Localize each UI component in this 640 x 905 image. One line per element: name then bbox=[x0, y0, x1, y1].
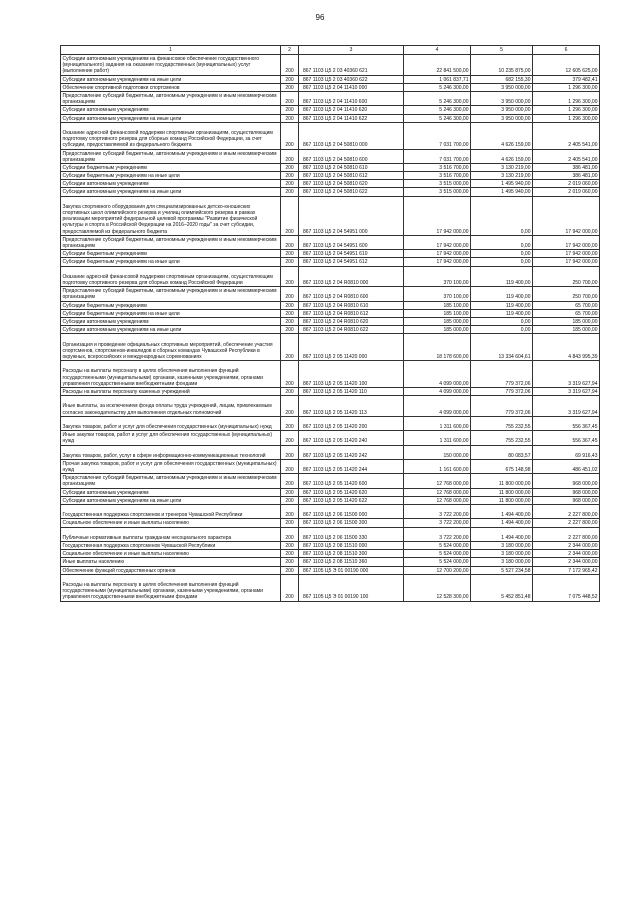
row-unexecuted: 556 367,45 bbox=[533, 431, 600, 445]
row-name: Закупка товаров, работ и услуг для обеспечения государственных (муниципальных) нужд bbox=[61, 416, 281, 430]
row-unexecuted: 968 000,00 bbox=[533, 488, 600, 496]
table-row bbox=[61, 180, 600, 188]
row-line-code: 200 bbox=[281, 550, 299, 558]
row-approved: 5 524 000,00 bbox=[404, 550, 471, 558]
row-unexecuted: 185 000,00 bbox=[533, 326, 600, 334]
row-line-code: 200 bbox=[281, 172, 299, 180]
row-line-code: 200 bbox=[281, 416, 299, 430]
row-line-code: 200 bbox=[281, 474, 299, 488]
row-unexecuted: 486 451,02 bbox=[533, 459, 600, 473]
row-budget-code: 867 1103 Ц5 2 06 11500 330 bbox=[299, 527, 404, 541]
row-name: Расходы на выплаты персоналу в целях обеспечения выполнения функций государственными (муниципальными) органами, казенными учреждениями, органами управления государственными внебюджетными фондами bbox=[61, 574, 281, 601]
table-row bbox=[61, 396, 600, 417]
row-name: Предоставление субсидий бюджетным, автономным учреждениям и иным некоммерческим организациям bbox=[61, 474, 281, 488]
row-executed: 119 400,00 bbox=[471, 301, 533, 309]
row-name: Предоставление субсидий бюджетным, автономным учреждениям и иным некоммерческим организациям bbox=[61, 235, 281, 249]
table-row bbox=[61, 114, 600, 122]
row-unexecuted: 69 916,43 bbox=[533, 445, 600, 459]
row-approved: 1 311 600,00 bbox=[404, 416, 471, 430]
row-budget-code: 867 1103 Ц5 2 05 11420 240 bbox=[299, 431, 404, 445]
row-executed: 3 130 219,00 bbox=[471, 163, 533, 171]
row-line-code: 200 bbox=[281, 235, 299, 249]
row-name: Закупка спортивного оборудования для специализированных детско-юношеских спортивных школ олимпийского резерва и училищ олимпийского резерва в рамках реализации мероприятий федеральной целевой программы "Развитие физической культуры и спорта в Российской Федерации на 2016–2020 годы" за счет субсидии, предоставляемой из федерального бюджета bbox=[61, 196, 281, 235]
row-line-code: 200 bbox=[281, 488, 299, 496]
row-executed: 1 494 400,00 bbox=[471, 519, 533, 527]
row-line-code: 200 bbox=[281, 361, 299, 388]
row-executed: 3 950 000,00 bbox=[471, 114, 533, 122]
row-budget-code: 867 1103 Ц5 2 03 40360 621 bbox=[299, 55, 404, 76]
row-executed: 5 527 234,58 bbox=[471, 566, 533, 574]
header-cell-5: 5 bbox=[471, 46, 533, 55]
row-unexecuted: 2 019 060,00 bbox=[533, 188, 600, 196]
row-name: Государственная поддержка спортсменов и тренеров Чувашской Республики bbox=[61, 505, 281, 519]
table-row bbox=[61, 496, 600, 504]
row-budget-code: 867 1103 Ц5 2 04 R0810 620 bbox=[299, 317, 404, 325]
row-executed: 3 180 000,00 bbox=[471, 558, 533, 566]
page-number: 96 bbox=[315, 13, 325, 22]
row-unexecuted: 65 700,00 bbox=[533, 309, 600, 317]
row-unexecuted: 2 405 541,00 bbox=[533, 149, 600, 163]
row-line-code: 200 bbox=[281, 301, 299, 309]
row-line-code: 200 bbox=[281, 163, 299, 171]
table-row bbox=[61, 505, 600, 519]
row-approved: 12 768 000,00 bbox=[404, 496, 471, 504]
row-approved: 17 942 000,00 bbox=[404, 250, 471, 258]
row-executed: 0,00 bbox=[471, 317, 533, 325]
row-budget-code: 867 1103 Ц5 2 04 54951 612 bbox=[299, 258, 404, 266]
row-executed: 119 400,00 bbox=[471, 309, 533, 317]
row-name: Субсидии автономным учреждениям bbox=[61, 317, 281, 325]
table-row bbox=[61, 488, 600, 496]
row-approved: 5 246 300,00 bbox=[404, 114, 471, 122]
header-cell-3: 3 bbox=[299, 46, 404, 55]
row-approved: 3 722 200,00 bbox=[404, 527, 471, 541]
row-line-code: 200 bbox=[281, 519, 299, 527]
row-unexecuted: 1 296 300,00 bbox=[533, 91, 600, 105]
row-unexecuted: 65 700,00 bbox=[533, 301, 600, 309]
row-executed: 0,00 bbox=[471, 235, 533, 249]
row-line-code: 200 bbox=[281, 396, 299, 417]
row-name: Субсидии автономным учреждениям bbox=[61, 488, 281, 496]
row-budget-code: 867 1103 Ц5 2 05 11420 000 bbox=[299, 334, 404, 361]
row-name: Субсидии бюджетным учреждениям bbox=[61, 301, 281, 309]
table-row bbox=[61, 416, 600, 430]
table-row bbox=[61, 574, 600, 601]
row-name: Субсидии автономным учреждениям на иные цели bbox=[61, 114, 281, 122]
row-unexecuted: 379 482,41 bbox=[533, 75, 600, 83]
row-name: Оказание адресной финансовой поддержки спортивным организациям, осуществляющим подготовку спортивного резерва для сборных команд Российской Федерации bbox=[61, 266, 281, 287]
table-row bbox=[61, 474, 600, 488]
row-budget-code: 867 1103 Ц5 2 04 11410 622 bbox=[299, 114, 404, 122]
row-budget-code: 867 1103 Ц5 2 04 50810 600 bbox=[299, 149, 404, 163]
table-row bbox=[61, 163, 600, 171]
row-unexecuted: 185 000,00 bbox=[533, 317, 600, 325]
table-row bbox=[61, 235, 600, 249]
row-executed: 682 155,30 bbox=[471, 75, 533, 83]
row-unexecuted: 1 296 300,00 bbox=[533, 106, 600, 114]
row-unexecuted: 386 481,00 bbox=[533, 163, 600, 171]
table-row bbox=[61, 75, 600, 83]
row-approved: 370 100,00 bbox=[404, 287, 471, 301]
row-line-code: 200 bbox=[281, 558, 299, 566]
table-row bbox=[61, 317, 600, 325]
row-executed: 3 950 000,00 bbox=[471, 83, 533, 91]
row-executed: 11 800 000,00 bbox=[471, 496, 533, 504]
row-name: Субсидии бюджетным учреждениям bbox=[61, 250, 281, 258]
row-budget-code: 867 1103 Ц5 2 04 54951 610 bbox=[299, 250, 404, 258]
row-line-code: 200 bbox=[281, 309, 299, 317]
row-budget-code: 867 1103 Ц5 2 05 11420 244 bbox=[299, 459, 404, 473]
row-approved: 12 768 000,00 bbox=[404, 474, 471, 488]
row-approved: 17 942 000,00 bbox=[404, 196, 471, 235]
row-approved: 3 516 700,00 bbox=[404, 163, 471, 171]
row-executed: 11 800 000,00 bbox=[471, 488, 533, 496]
row-line-code: 200 bbox=[281, 258, 299, 266]
row-name: Иные выплаты населению bbox=[61, 558, 281, 566]
row-line-code: 200 bbox=[281, 431, 299, 445]
table-row bbox=[61, 445, 600, 459]
row-unexecuted: 2 227 800,00 bbox=[533, 519, 600, 527]
row-approved: 4 099 000,00 bbox=[404, 361, 471, 388]
row-approved: 1 061 837,71 bbox=[404, 75, 471, 83]
table-row bbox=[61, 258, 600, 266]
row-budget-code: 867 1103 Ц5 2 05 11420 620 bbox=[299, 488, 404, 496]
table-row bbox=[61, 55, 600, 76]
row-executed: 3 130 219,00 bbox=[471, 172, 533, 180]
budget-table-body bbox=[61, 46, 600, 602]
row-line-code: 200 bbox=[281, 266, 299, 287]
row-budget-code: 867 1103 Ц5 2 04 50810 610 bbox=[299, 163, 404, 171]
row-budget-code: 867 1103 Ц5 2 05 11420 110 bbox=[299, 387, 404, 395]
row-executed: 1 494 400,00 bbox=[471, 527, 533, 541]
row-name: Расходы на выплаты персоналу казенных учреждений bbox=[61, 387, 281, 395]
row-unexecuted: 386 481,00 bbox=[533, 172, 600, 180]
row-approved: 370 100,00 bbox=[404, 266, 471, 287]
row-executed: 779 372,06 bbox=[471, 396, 533, 417]
row-line-code: 200 bbox=[281, 83, 299, 91]
table-row bbox=[61, 172, 600, 180]
row-name: Иные выплаты, за исключением фонда оплаты труда учреждений, лицам, привлекаемым согласно законодательству для выполнения отдельных полномочий bbox=[61, 396, 281, 417]
row-approved: 5 524 000,00 bbox=[404, 558, 471, 566]
row-executed: 1 494 400,00 bbox=[471, 505, 533, 519]
row-approved: 5 246 300,00 bbox=[404, 106, 471, 114]
row-executed: 5 452 851,48 bbox=[471, 574, 533, 601]
row-budget-code: 867 1103 Ц5 2 04 54951 600 bbox=[299, 235, 404, 249]
row-budget-code: 867 1103 Ц5 2 03 40360 622 bbox=[299, 75, 404, 83]
row-name: Субсидии автономным учреждениям на иные цели bbox=[61, 75, 281, 83]
table-row bbox=[61, 387, 600, 395]
header-cell-2: 2 bbox=[281, 46, 299, 55]
row-unexecuted: 2 405 541,00 bbox=[533, 122, 600, 149]
row-name: Публичные нормативные выплаты гражданам несоциального характера bbox=[61, 527, 281, 541]
row-executed: 13 334 604,61 bbox=[471, 334, 533, 361]
row-unexecuted: 12 605 625,00 bbox=[533, 55, 600, 76]
row-name: Субсидии автономным учреждениям на иные цели bbox=[61, 326, 281, 334]
row-name: Оказание адресной финансовой поддержки спортивным организациям, осуществляющим подготовку спортивного резерва для сборных команд Российской Федерации, за счет субсидии, предоставляемой из федерального бюджета bbox=[61, 122, 281, 149]
row-budget-code: 867 1103 Ц5 2 04 R0810 622 bbox=[299, 326, 404, 334]
row-line-code: 200 bbox=[281, 496, 299, 504]
row-budget-code: 867 1105 Ц5 Э 01 00190 100 bbox=[299, 574, 404, 601]
row-executed: 10 235 875,00 bbox=[471, 55, 533, 76]
header-cell-1: 1 bbox=[61, 46, 281, 55]
row-approved: 5 246 300,00 bbox=[404, 83, 471, 91]
row-budget-code: 867 1103 Ц5 2 04 50810 622 bbox=[299, 188, 404, 196]
row-executed: 3 180 000,00 bbox=[471, 542, 533, 550]
row-unexecuted: 1 296 300,00 bbox=[533, 114, 600, 122]
row-budget-code: 867 1103 Ц5 2 08 11510 300 bbox=[299, 550, 404, 558]
table-row bbox=[61, 558, 600, 566]
row-line-code: 200 bbox=[281, 287, 299, 301]
row-unexecuted: 968 000,00 bbox=[533, 496, 600, 504]
row-approved: 3 722 200,00 bbox=[404, 519, 471, 527]
row-approved: 5 246 300,00 bbox=[404, 91, 471, 105]
row-executed: 779 372,06 bbox=[471, 387, 533, 395]
row-unexecuted: 3 319 627,94 bbox=[533, 361, 600, 388]
row-unexecuted: 17 942 000,00 bbox=[533, 196, 600, 235]
row-name: Субсидии бюджетным учреждениям на иные цели bbox=[61, 172, 281, 180]
row-budget-code: 867 1103 Ц5 2 05 11420 622 bbox=[299, 496, 404, 504]
row-line-code: 200 bbox=[281, 334, 299, 361]
row-budget-code: 867 1103 Ц5 2 08 11510 000 bbox=[299, 542, 404, 550]
row-executed: 779 372,06 bbox=[471, 361, 533, 388]
row-unexecuted: 3 319 627,94 bbox=[533, 387, 600, 395]
row-unexecuted: 250 700,00 bbox=[533, 266, 600, 287]
row-budget-code: 867 1103 Ц5 2 05 11420 600 bbox=[299, 474, 404, 488]
table-header-row bbox=[61, 46, 600, 55]
row-approved: 17 942 000,00 bbox=[404, 235, 471, 249]
row-approved: 1 161 600,00 bbox=[404, 459, 471, 473]
row-name: Предоставление субсидий бюджетным, автономным учреждениям и иным некоммерческим организациям bbox=[61, 149, 281, 163]
row-approved: 3 515 000,00 bbox=[404, 180, 471, 188]
row-name: Государственная поддержка спортсменов Чувашской Республики bbox=[61, 542, 281, 550]
row-name: Субсидии бюджетным учреждениям на иные цели bbox=[61, 258, 281, 266]
table-row bbox=[61, 106, 600, 114]
row-approved: 150 000,00 bbox=[404, 445, 471, 459]
table-row bbox=[61, 527, 600, 541]
row-executed: 675 148,98 bbox=[471, 459, 533, 473]
row-line-code: 200 bbox=[281, 542, 299, 550]
row-name: Субсидии бюджетным учреждениям на иные цели bbox=[61, 309, 281, 317]
header-cell-6: 6 bbox=[533, 46, 600, 55]
table-row bbox=[61, 250, 600, 258]
row-name: Субсидии автономным учреждениям на иные цели bbox=[61, 188, 281, 196]
row-budget-code: 867 1103 Ц5 2 04 11410 600 bbox=[299, 91, 404, 105]
row-executed: 755 232,55 bbox=[471, 416, 533, 430]
row-executed: 80 083,57 bbox=[471, 445, 533, 459]
row-executed: 4 626 159,00 bbox=[471, 122, 533, 149]
table-row bbox=[61, 91, 600, 105]
table-row bbox=[61, 83, 600, 91]
row-name: Закупка товаров, работ, услуг в сфере информационно-коммуникационных технологий bbox=[61, 445, 281, 459]
row-line-code: 200 bbox=[281, 574, 299, 601]
row-budget-code: 867 1103 Ц5 2 05 11420 242 bbox=[299, 445, 404, 459]
row-unexecuted: 17 942 000,00 bbox=[533, 258, 600, 266]
row-executed: 4 626 159,00 bbox=[471, 149, 533, 163]
row-approved: 3 515 000,00 bbox=[404, 188, 471, 196]
row-approved: 3 516 700,00 bbox=[404, 172, 471, 180]
table-row bbox=[61, 361, 600, 388]
row-executed: 0,00 bbox=[471, 250, 533, 258]
row-budget-code: 867 1105 Ц5 Э 01 00190 000 bbox=[299, 566, 404, 574]
table-row bbox=[61, 301, 600, 309]
row-unexecuted: 2 344 000,00 bbox=[533, 558, 600, 566]
row-approved: 185 100,00 bbox=[404, 301, 471, 309]
row-name: Социальное обеспечение и иные выплаты населению bbox=[61, 519, 281, 527]
table-row bbox=[61, 326, 600, 334]
row-executed: 119 400,00 bbox=[471, 287, 533, 301]
row-line-code: 200 bbox=[281, 326, 299, 334]
row-executed: 0,00 bbox=[471, 258, 533, 266]
row-name: Предоставление субсидий бюджетным, автономным учреждениям и иным некоммерческим организациям bbox=[61, 91, 281, 105]
row-unexecuted: 4 843 995,39 bbox=[533, 334, 600, 361]
row-approved: 4 099 000,00 bbox=[404, 396, 471, 417]
row-name: Предоставление субсидий бюджетным, автономным учреждениям и иным некоммерческим организациям bbox=[61, 287, 281, 301]
row-executed: 11 800 000,00 bbox=[471, 474, 533, 488]
row-unexecuted: 250 700,00 bbox=[533, 287, 600, 301]
table-row bbox=[61, 459, 600, 473]
row-executed: 119 400,00 bbox=[471, 266, 533, 287]
row-approved: 7 031 700,00 bbox=[404, 122, 471, 149]
row-budget-code: 867 1103 Ц5 2 04 R0810 612 bbox=[299, 309, 404, 317]
row-budget-code: 867 1103 Ц5 2 04 50810 612 bbox=[299, 172, 404, 180]
row-approved: 185 100,00 bbox=[404, 309, 471, 317]
row-executed: 0,00 bbox=[471, 326, 533, 334]
table-row bbox=[61, 149, 600, 163]
row-budget-code: 867 1103 Ц5 2 05 11420 100 bbox=[299, 361, 404, 388]
row-approved: 7 031 700,00 bbox=[404, 149, 471, 163]
row-budget-code: 867 1103 Ц5 2 04 R0810 000 bbox=[299, 266, 404, 287]
row-executed: 3 180 000,00 bbox=[471, 550, 533, 558]
row-name: Прочая закупка товаров, работ и услуг для обеспечения государственных (муниципальных) нужд bbox=[61, 459, 281, 473]
table-row bbox=[61, 566, 600, 574]
row-line-code: 200 bbox=[281, 114, 299, 122]
row-name: Социальное обеспечение и иные выплаты населению bbox=[61, 550, 281, 558]
row-executed: 1 495 940,00 bbox=[471, 180, 533, 188]
row-budget-code: 867 1103 Ц5 2 04 50810 620 bbox=[299, 180, 404, 188]
row-name: Организация и проведение официальных спортивных мероприятий, обеспечение участия спортсменов, спортсменов-инвалидов в сборных командах Чувашской Республики в окружных, всероссийских и международных соревнованиях bbox=[61, 334, 281, 361]
table-row bbox=[61, 309, 600, 317]
row-executed: 1 495 940,00 bbox=[471, 188, 533, 196]
row-unexecuted: 1 296 300,00 bbox=[533, 83, 600, 91]
row-unexecuted: 3 319 627,94 bbox=[533, 396, 600, 417]
row-approved: 185 000,00 bbox=[404, 326, 471, 334]
row-executed: 0,00 bbox=[471, 196, 533, 235]
row-unexecuted: 2 227 800,00 bbox=[533, 527, 600, 541]
row-name: Иные закупки товаров, работ и услуг для обеспечения государственных (муниципальных) нужд bbox=[61, 431, 281, 445]
row-line-code: 200 bbox=[281, 180, 299, 188]
row-line-code: 200 bbox=[281, 387, 299, 395]
row-approved: 22 841 500,00 bbox=[404, 55, 471, 76]
row-line-code: 200 bbox=[281, 445, 299, 459]
row-unexecuted: 2 227 800,00 bbox=[533, 505, 600, 519]
row-approved: 3 722 200,00 bbox=[404, 505, 471, 519]
row-line-code: 200 bbox=[281, 188, 299, 196]
budget-table bbox=[60, 45, 600, 602]
row-line-code: 200 bbox=[281, 106, 299, 114]
row-budget-code: 867 1103 Ц5 2 04 11410 000 bbox=[299, 83, 404, 91]
row-line-code: 200 bbox=[281, 527, 299, 541]
row-line-code: 200 bbox=[281, 75, 299, 83]
table-row bbox=[61, 266, 600, 287]
row-name: Обеспечение функций государственных органов bbox=[61, 566, 281, 574]
table-row bbox=[61, 196, 600, 235]
row-name: Субсидии автономным учреждениям bbox=[61, 106, 281, 114]
row-budget-code: 867 1103 Ц5 2 06 11500 000 bbox=[299, 505, 404, 519]
table-row bbox=[61, 287, 600, 301]
row-budget-code: 867 1103 Ц5 2 04 50810 000 bbox=[299, 122, 404, 149]
row-unexecuted: 556 367,45 bbox=[533, 416, 600, 430]
row-line-code: 200 bbox=[281, 459, 299, 473]
header-cell-4: 4 bbox=[404, 46, 471, 55]
table-row bbox=[61, 334, 600, 361]
row-approved: 185 000,00 bbox=[404, 317, 471, 325]
row-line-code: 200 bbox=[281, 149, 299, 163]
row-name: Субсидии бюджетным учреждениям bbox=[61, 163, 281, 171]
row-line-code: 200 bbox=[281, 196, 299, 235]
row-approved: 5 524 000,00 bbox=[404, 542, 471, 550]
row-budget-code: 867 1103 Ц5 2 05 11420 200 bbox=[299, 416, 404, 430]
row-approved: 12 768 000,00 bbox=[404, 488, 471, 496]
row-line-code: 200 bbox=[281, 250, 299, 258]
row-approved: 1 311 600,00 bbox=[404, 431, 471, 445]
row-line-code: 200 bbox=[281, 566, 299, 574]
row-approved: 18 178 600,00 bbox=[404, 334, 471, 361]
row-executed: 3 950 000,00 bbox=[471, 91, 533, 105]
row-unexecuted: 2 344 000,00 bbox=[533, 542, 600, 550]
row-budget-code: 867 1103 Ц5 2 04 11410 620 bbox=[299, 106, 404, 114]
table-row bbox=[61, 542, 600, 550]
table-row bbox=[61, 550, 600, 558]
row-unexecuted: 2 019 060,00 bbox=[533, 180, 600, 188]
row-name: Субсидии автономным учреждениям bbox=[61, 180, 281, 188]
row-name: Субсидии автономным учреждениям на финансовое обеспечение государственного (муниципального) задания на оказание государственных (муниципальных) услуг (выполнение работ) bbox=[61, 55, 281, 76]
row-line-code: 200 bbox=[281, 505, 299, 519]
table-row bbox=[61, 188, 600, 196]
row-executed: 3 950 000,00 bbox=[471, 106, 533, 114]
row-budget-code: 867 1103 Ц5 2 04 R0810 610 bbox=[299, 301, 404, 309]
table-row bbox=[61, 122, 600, 149]
row-unexecuted: 7 075 448,52 bbox=[533, 574, 600, 601]
row-budget-code: 867 1103 Ц5 2 04 54951 000 bbox=[299, 196, 404, 235]
row-approved: 12 528 300,00 bbox=[404, 574, 471, 601]
table-row bbox=[61, 431, 600, 445]
row-approved: 17 942 000,00 bbox=[404, 258, 471, 266]
row-name: Субсидии автономным учреждениям на иные цели bbox=[61, 496, 281, 504]
row-unexecuted: 17 942 000,00 bbox=[533, 250, 600, 258]
row-line-code: 200 bbox=[281, 55, 299, 76]
row-line-code: 200 bbox=[281, 91, 299, 105]
table-row bbox=[61, 519, 600, 527]
row-unexecuted: 968 000,00 bbox=[533, 474, 600, 488]
row-unexecuted: 7 172 965,42 bbox=[533, 566, 600, 574]
row-budget-code: 867 1103 Ц5 2 05 11420 113 bbox=[299, 396, 404, 417]
row-budget-code: 867 1103 Ц5 2 06 11500 300 bbox=[299, 519, 404, 527]
row-budget-code: 867 1103 Ц5 2 08 11510 360 bbox=[299, 558, 404, 566]
row-budget-code: 867 1103 Ц5 2 04 R0810 600 bbox=[299, 287, 404, 301]
row-name: Расходы на выплаты персоналу в целях обеспечения выполнения функций государственными (муниципальными) органами, казенными учреждениями, органами управления государственными внебюджетными фондами bbox=[61, 361, 281, 388]
row-executed: 755 232,55 bbox=[471, 431, 533, 445]
row-name: Обеспечение спортивной подготовки спортсменов bbox=[61, 83, 281, 91]
row-approved: 4 099 000,00 bbox=[404, 387, 471, 395]
row-unexecuted: 2 344 000,00 bbox=[533, 550, 600, 558]
row-line-code: 200 bbox=[281, 122, 299, 149]
row-approved: 12 700 200,00 bbox=[404, 566, 471, 574]
row-unexecuted: 17 942 000,00 bbox=[533, 235, 600, 249]
row-line-code: 200 bbox=[281, 317, 299, 325]
